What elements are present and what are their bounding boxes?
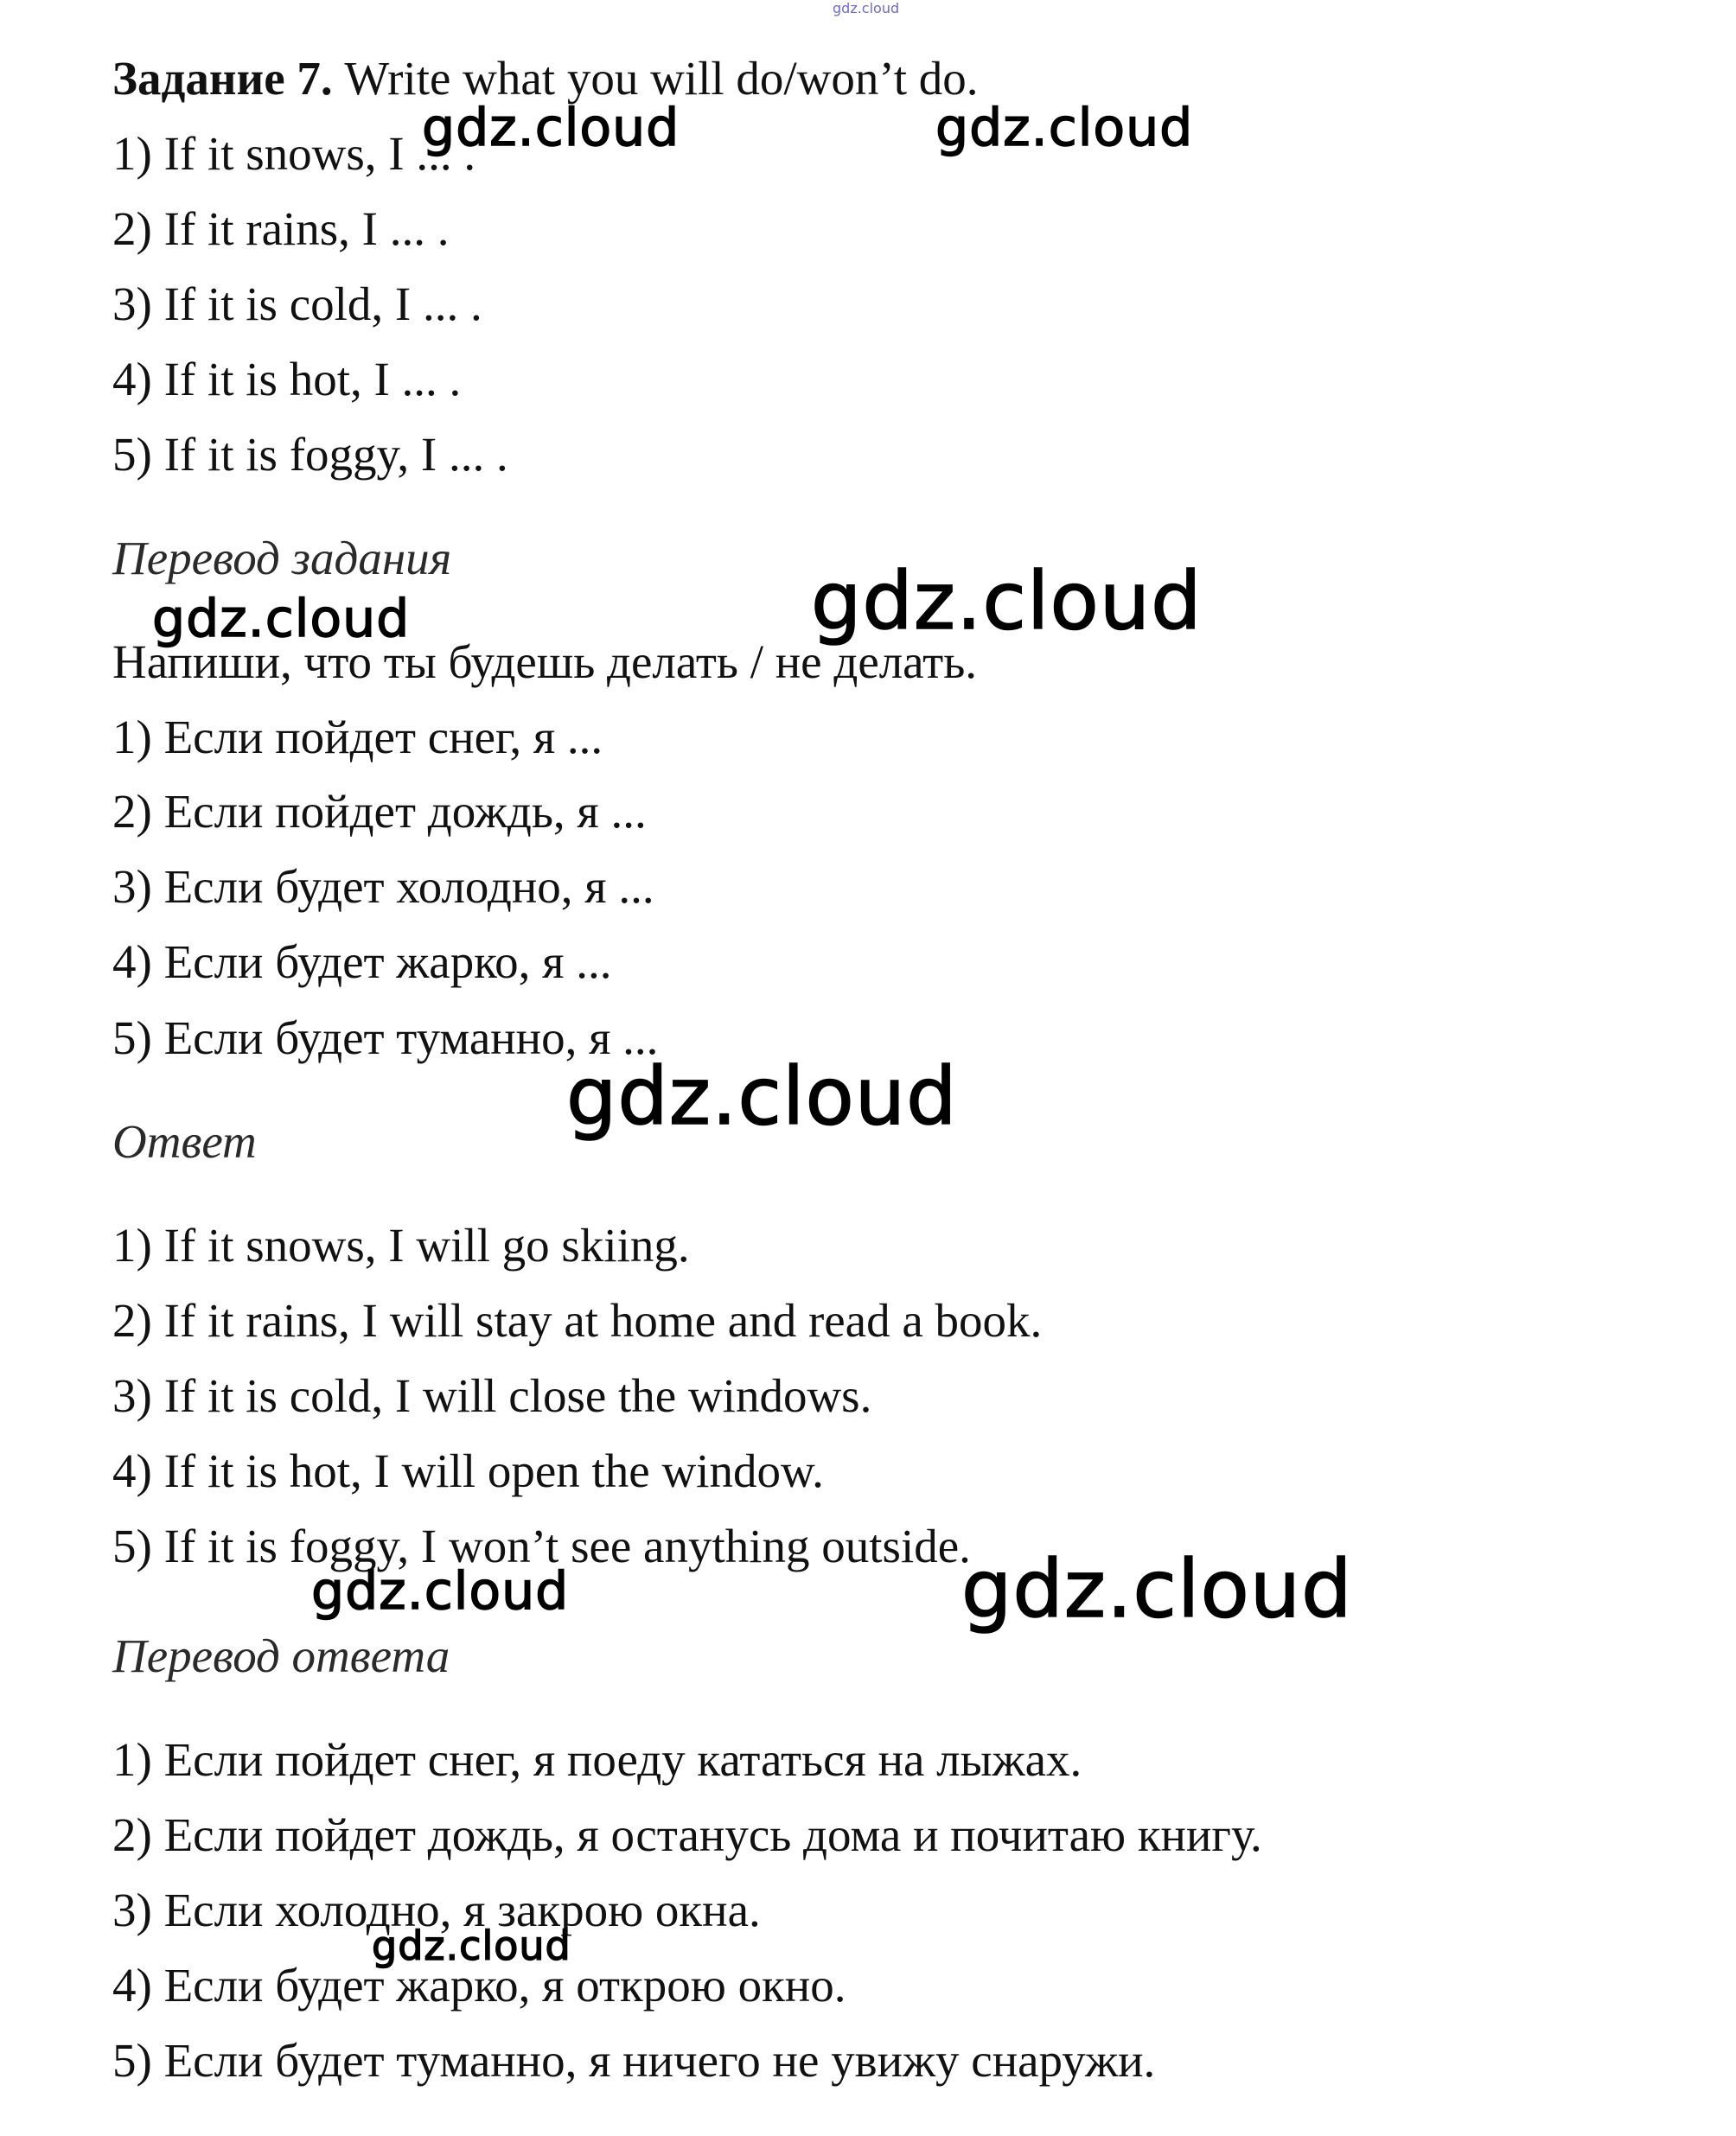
watermark: gdz.cloud [566,1050,958,1143]
answer-translation-heading: Перевод ответа [112,1629,450,1682]
watermark: gdz.cloud [311,1561,570,1622]
answer-item: 4) If it is hot, I will open the window. [112,1444,824,1497]
answer-heading: Ответ [112,1115,257,1168]
watermark: gdz.cloud [152,589,411,649]
task-translation-item: 2) Если пойдет дождь, я ... [112,785,647,838]
task-translation-heading: Перевод задания [112,532,452,584]
task-item: 5) If it is foggy, I ... . [112,428,508,481]
task-translation-item: 5) Если будет туманно, я ... [112,1011,659,1064]
task-item: 3) If it is cold, I ... . [112,277,482,330]
watermark: gdz.cloud [372,1922,571,1969]
watermark: gdz.cloud [935,98,1194,158]
answer-item: 1) If it snows, I will go skiing. [112,1219,690,1272]
task-title: Задание 7. [112,52,333,105]
answer-translation-item: 5) Если будет туманно, я ничего не увижу снаружи. [112,2034,1156,2087]
task-translation-item: 4) Если будет жарко, я ... [112,935,612,988]
task-translation-item: 3) Если будет холодно, я ... [112,860,654,913]
task-item: 1) If it snows, I ... . [112,127,476,180]
task-translation-instruction: Напиши, что ты будешь делать / не делать. [112,635,978,688]
answer-item: 5) If it is foggy, I won’t see anything outside. [112,1520,971,1572]
answer-translation-item: 1) Если пойдет снег, я поеду кататься на лыжах. [112,1733,1082,1786]
answer-translation-item: 2) Если пойдет дождь, я останусь дома и почитаю книгу. [112,1808,1262,1861]
watermark: gdz.cloud [961,1543,1353,1635]
watermark: gdz.cloud [422,98,680,158]
answer-item: 3) If it is cold, I will close the windows. [112,1369,872,1422]
watermark: gdz.cloud [811,555,1203,647]
answer-translation-item: 3) Если холодно, я закрою окна. [112,1884,761,1936]
answer-translation-item: 4) Если будет жарко, я открою окно. [112,1959,846,2012]
task-item: 2) If it rains, I ... . [112,202,450,255]
task-item: 4) If it is hot, I ... . [112,353,462,405]
task-translation-item: 1) Если пойдет снег, я ... [112,711,603,763]
answer-item: 2) If it rains, I will stay at home and read a book. [112,1294,1043,1347]
task-instruction: Write what you will do/won’t do. [332,52,979,105]
top-watermark: gdz.cloud [833,0,900,16]
